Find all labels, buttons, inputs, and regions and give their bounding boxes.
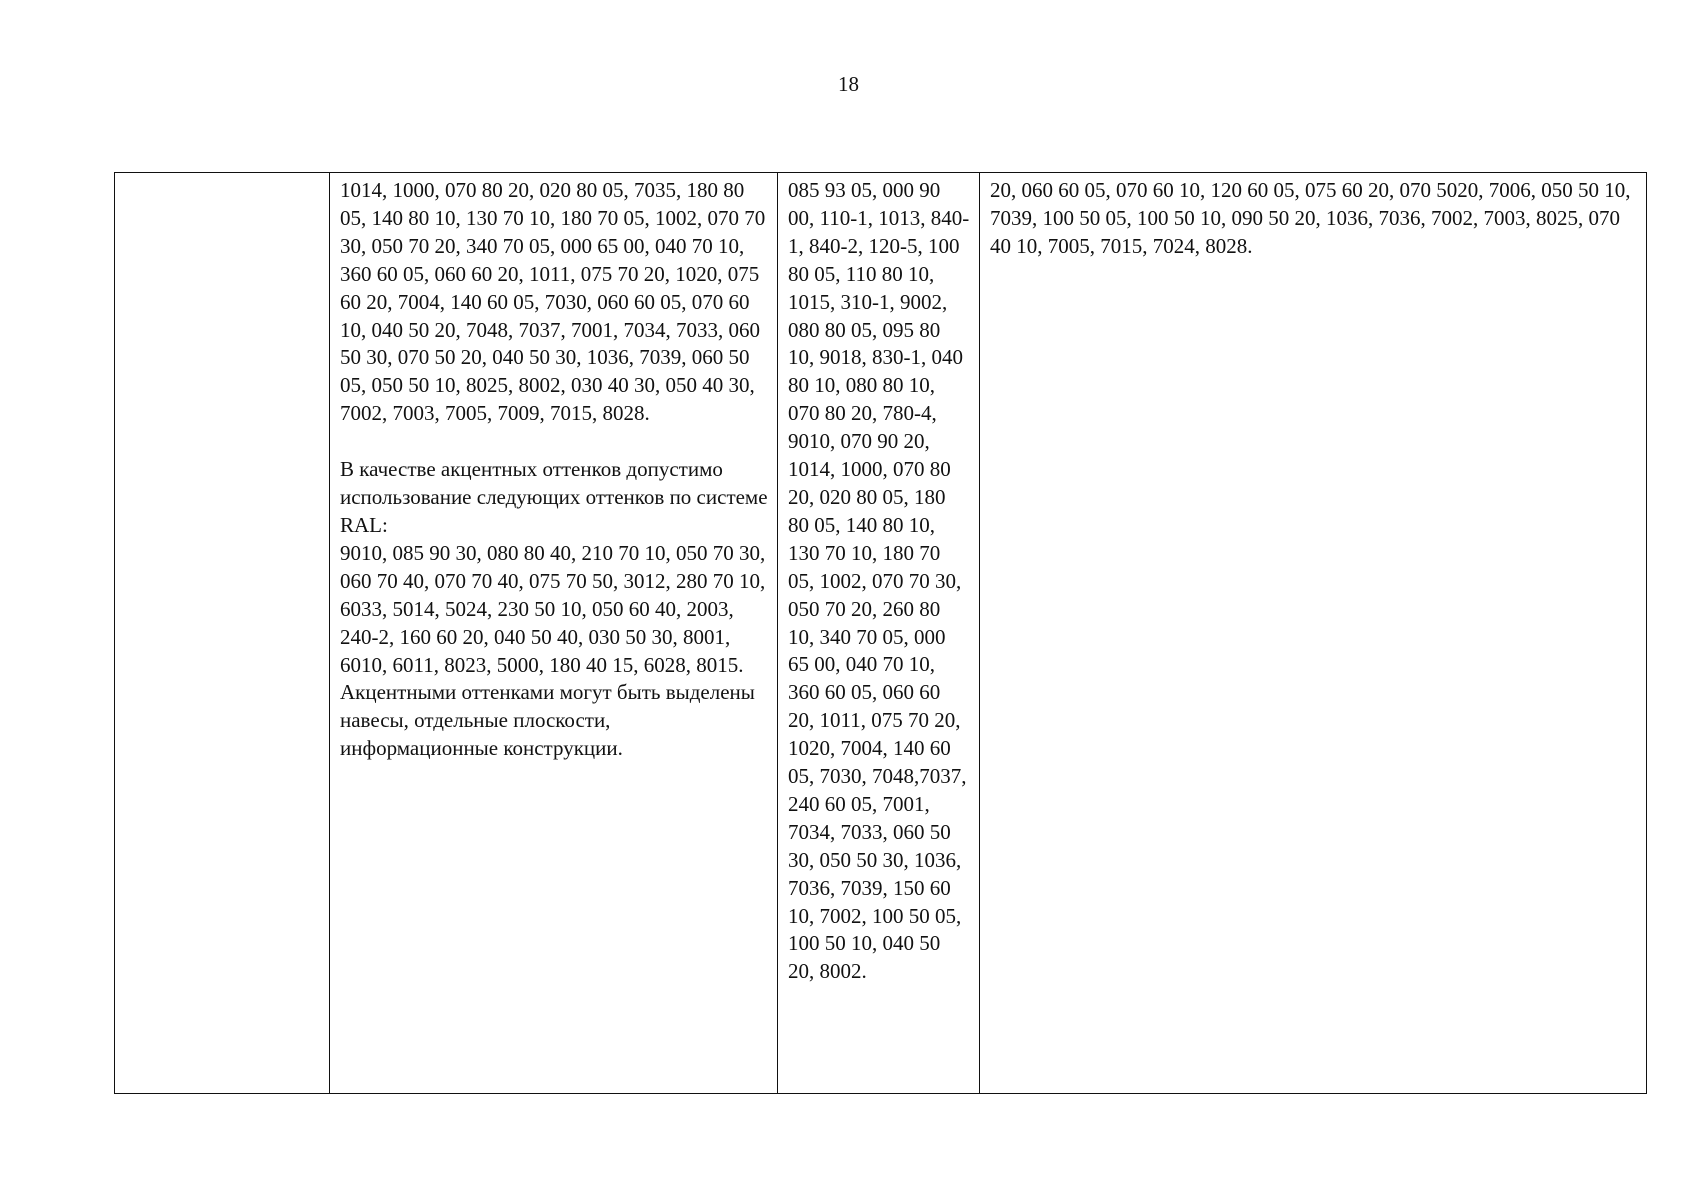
table-row: [115, 173, 1647, 1094]
table-cell-color-codes: 085 93 05, 000 90 00, 110-1, 1013, 840-1, 840-2, 120-5, 100 80 05, 110 80 10, 1015, 310-1, 9002, 080 80 05, 095 80 10, 9018, 830-1, 040 80 10, 080 80 10, 070 80 20, 780-4, 9010, 070 90 20, 1014, 1000, 070 80 20, 020 80 05, 180 80 05, 140 80 10, 130 70 10, 180 70 05, 1002, 070 70 30, 050 70 20, 260 80 10, 340 70 05, 000 65 00, 040 70 10, 360 60 05, 060 60 20, 1011, 075 70 20, 1020, 7004, 140 60 05, 7030, 7048,7037, 240 60 05, 7001, 7034, 7033, 060 50 30, 050 50 30, 1036, 7036, 7039, 150 60 10, 7002, 100 50 05, 100 50 10, 040 50 20, 8002.: [778, 173, 980, 1094]
accent-colors-list: 9010, 085 90 30, 080 80 40, 210 70 10, 050 70 30, 060 70 40, 070 70 40, 075 70 50, 3012, 280 70 10, 6033, 5014, 5024, 230 50 10, 050 60 40, 2003, 240-2, 160 60 20, 040 50 40, 030 50 30, 8001, 6010, 6011, 8023, 5000, 180 40 15, 6028, 8015.: [340, 540, 766, 677]
table-cell-main-colors: [330, 173, 778, 1094]
main-colors-list: 1014, 1000, 070 80 20, 020 80 05, 7035, 180 80 05, 140 80 10, 130 70 10, 180 70 05, 1002, 070 70 30, 050 70 20, 340 70 05, 000 65 00, 040 70 10, 360 60 05, 060 60 20, 1011, 075 70 20, 1020, 075 60 20, 7004, 140 60 05, 7030, 060 60 05, 070 60 10, 040 50 20, 7048, 7037, 7001, 7034, 7033, 060 50 30, 070 50 20, 040 50 30, 1036, 7039, 060 50 05, 050 50 10, 8025, 8002, 030 40 30, 050 40 30, 7002, 7003, 7005, 7009, 7015, 8028.: [340, 178, 766, 426]
accent-usage-note: Акцентными оттенками могут быть выделены навесы, отдельные плоскости, информационные конструкции.: [340, 680, 755, 761]
paragraph-gap: [340, 428, 769, 456]
color-palette-table: [114, 172, 1647, 1094]
table-cell-first: [115, 173, 330, 1094]
accent-colors-intro: В качестве акцентных оттенков допустимо использование следующих оттенков по системе RAL:: [340, 457, 768, 537]
page-number: 18: [838, 72, 859, 96]
table-cell-additional-colors: 20, 060 60 05, 070 60 10, 120 60 05, 075 60 20, 070 5020, 7006, 050 50 10, 7039, 100 50 05, 100 50 10, 090 50 20, 1036, 7036, 7002, 7003, 8025, 070 40 10, 7005, 7015, 7024, 8028.: [980, 173, 1647, 1094]
